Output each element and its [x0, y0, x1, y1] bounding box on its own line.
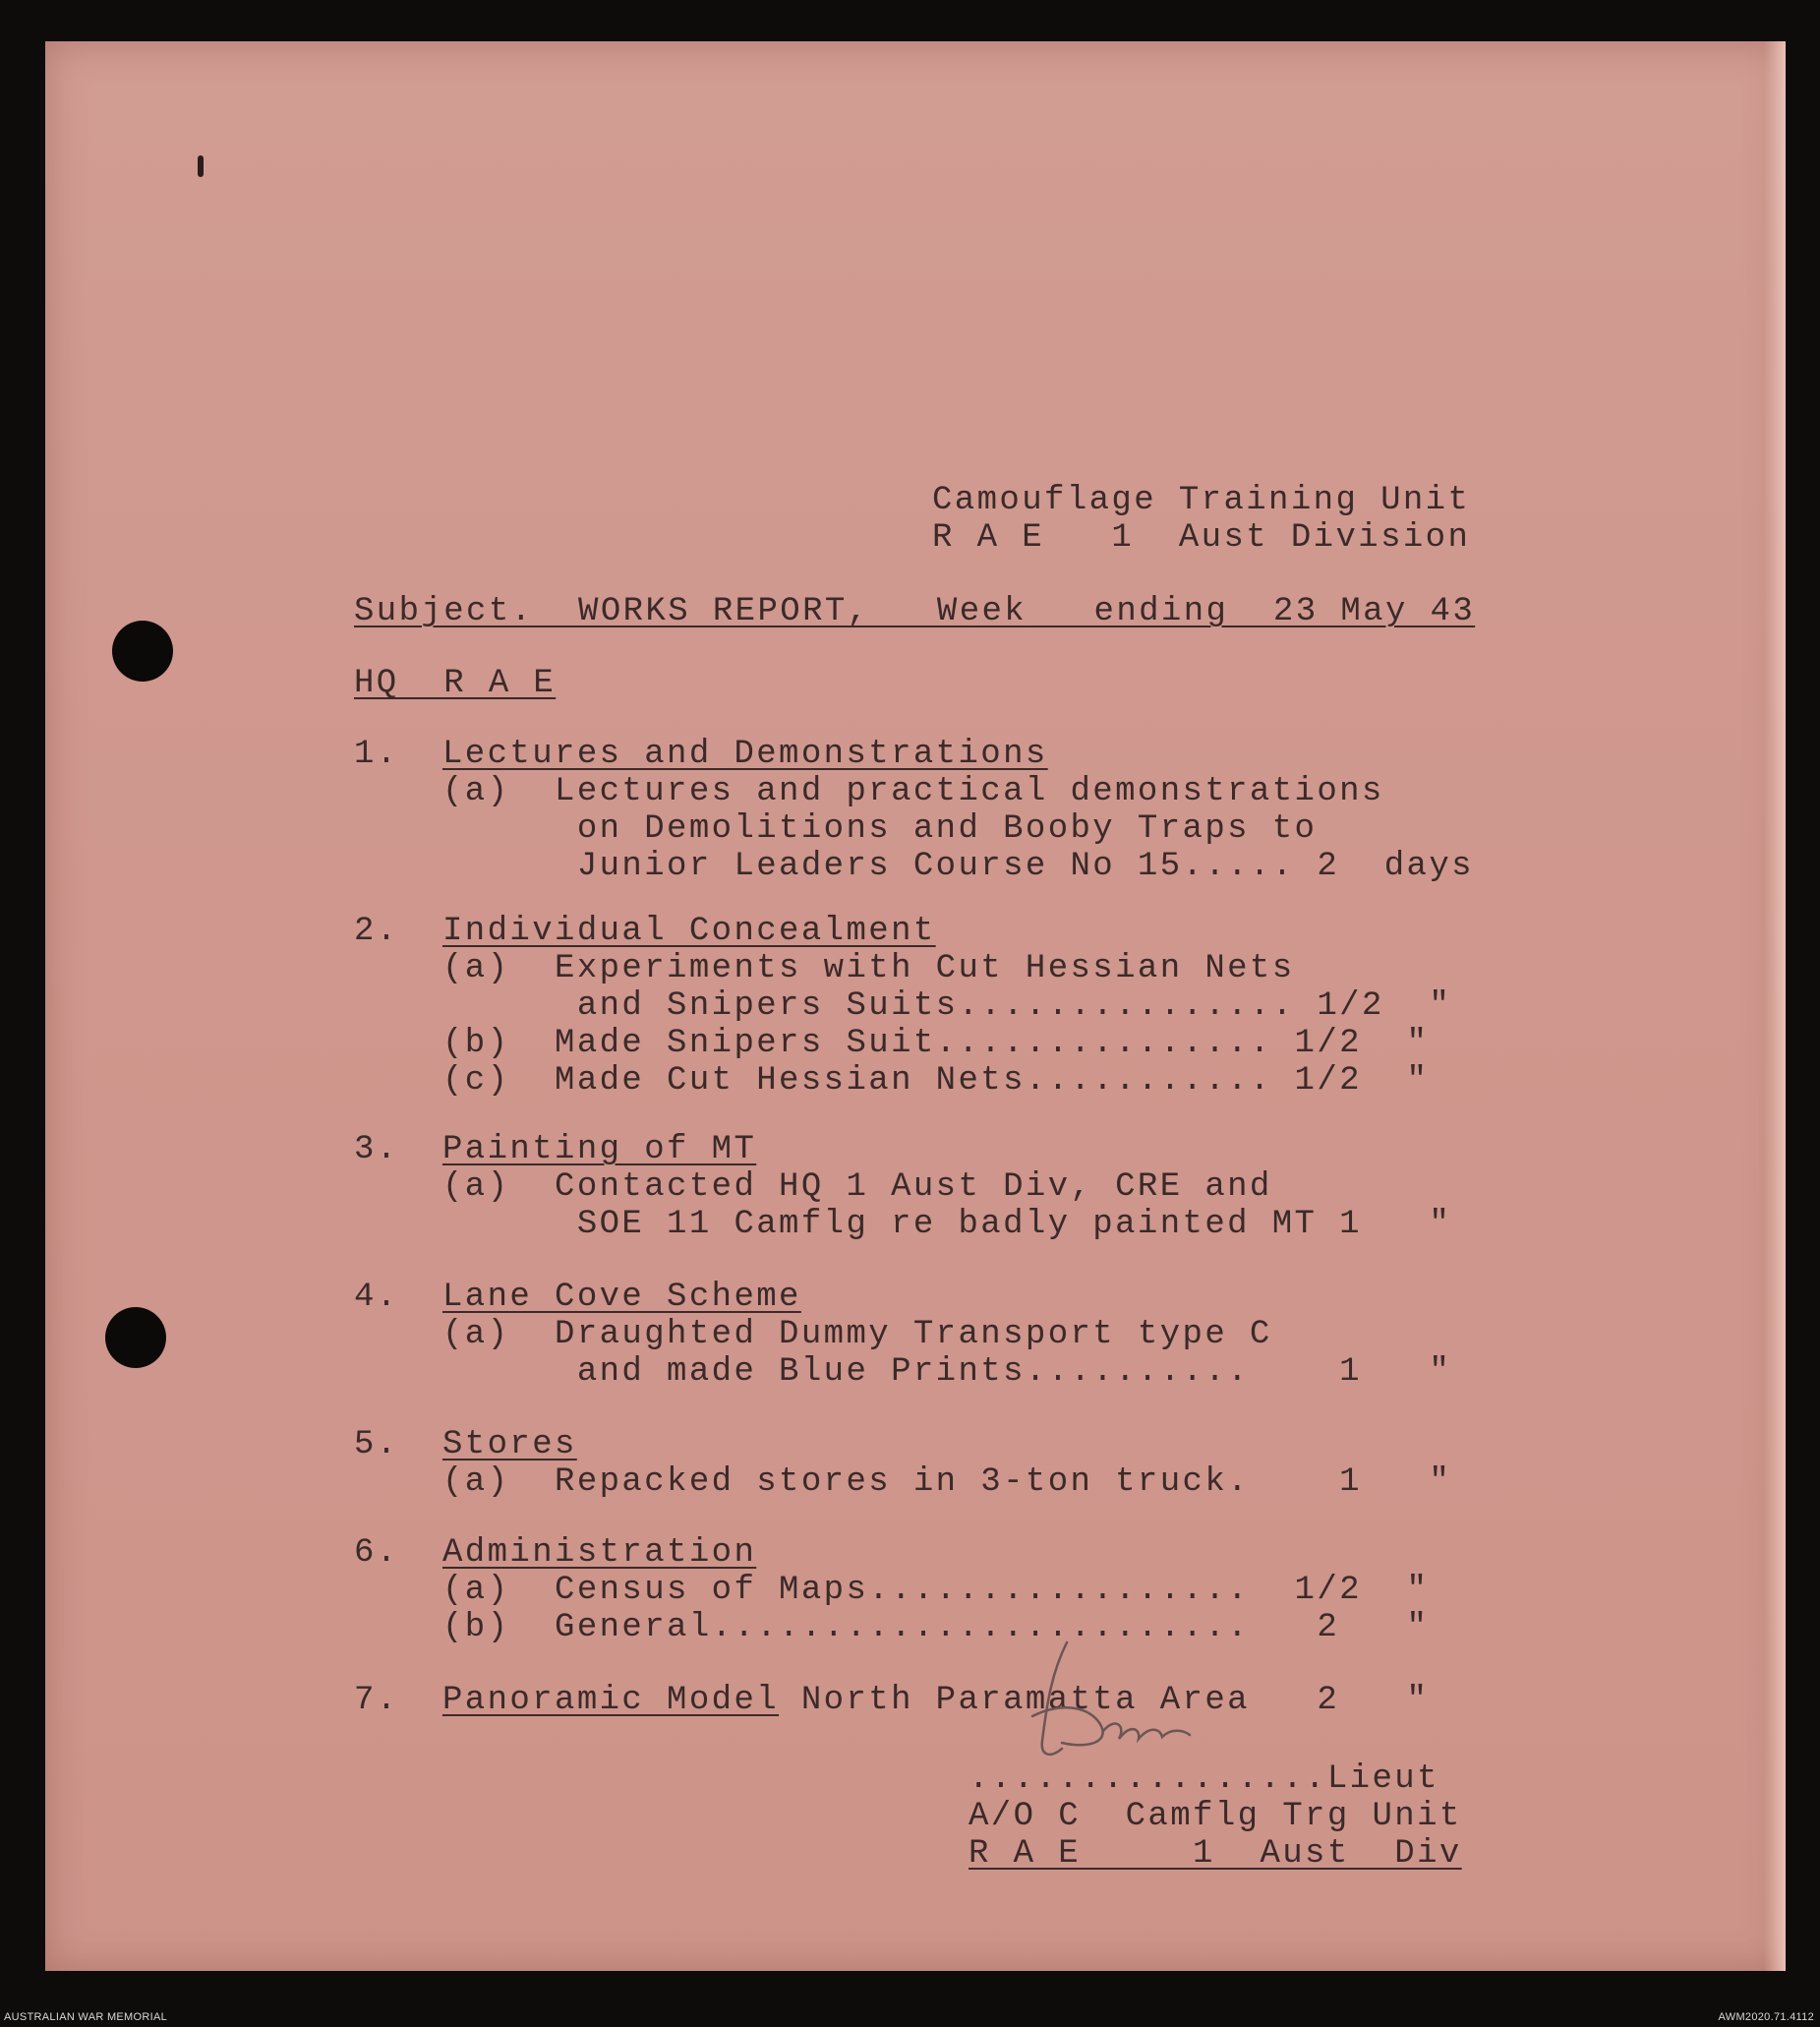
item-number: 2.	[354, 913, 399, 950]
paper-edge	[1764, 41, 1786, 1971]
item-line: (a) Draughted Dummy Transport type C	[442, 1316, 1272, 1353]
item-line: SOE 11 Camflg re badly painted MT 1 "	[442, 1206, 1452, 1243]
item-line: and made Blue Prints.......... 1 "	[442, 1353, 1452, 1391]
item-line: (a) Contacted HQ 1 Aust Div, CRE and	[442, 1168, 1272, 1206]
ink-mark	[198, 155, 204, 177]
item-number: 7.	[354, 1682, 399, 1719]
item-title: Administration	[442, 1534, 757, 1572]
section-heading: HQ R A E	[354, 665, 557, 702]
item-title: Lectures and Demonstrations	[442, 736, 1048, 773]
item-line: (a) Repacked stores in 3-ton truck. 1 "	[442, 1463, 1452, 1501]
item-line: and Snipers Suits............... 1/2 "	[442, 987, 1452, 1025]
punch-hole-top	[112, 621, 173, 682]
item-title: Individual Concealment	[442, 913, 936, 950]
unit-name: Camouflage Training Unit	[932, 482, 1471, 519]
item-number: 6.	[354, 1534, 399, 1572]
item-title: Panoramic Model	[442, 1682, 780, 1719]
signature-title-line: A/O C Camflg Trg Unit	[969, 1798, 1462, 1835]
item-title: Painting of MT	[442, 1131, 757, 1168]
item-line: (a) Census of Maps................. 1/2 "	[442, 1572, 1430, 1609]
item-7-line	[442, 1684, 1429, 1717]
item-number: 4.	[354, 1279, 399, 1316]
subject-line: Subject. WORKS REPORT, Week ending 23 May 43	[354, 593, 1476, 630]
handwritten-signature	[993, 1633, 1209, 1780]
signature-unit-line: R A E 1 Aust Div	[969, 1835, 1462, 1873]
item-title: Lane Cove Scheme	[442, 1279, 801, 1316]
unit-division: R A E 1 Aust Division	[932, 519, 1471, 557]
signature-rank-line: ................Lieut	[969, 1760, 1439, 1798]
item-line: (c) Made Cut Hessian Nets........... 1/2 "	[442, 1062, 1430, 1100]
item-line: Junior Leaders Course No 15..... 2 days	[442, 848, 1474, 885]
item-title-suffix: North Paramatta Area 2 "	[779, 1682, 1430, 1719]
item-number: 5.	[354, 1426, 399, 1463]
punch-hole-bottom	[105, 1307, 166, 1368]
footer-accession-number: AWM2020.71.4112	[1718, 2011, 1814, 2023]
item-number: 3.	[354, 1131, 399, 1168]
item-number: 1.	[354, 736, 399, 773]
footer-archive-name: AUSTRALIAN WAR MEMORIAL	[4, 2011, 168, 2023]
item-line: (a) Lectures and practical demonstrations	[442, 773, 1384, 810]
item-line: (a) Experiments with Cut Hessian Nets	[442, 950, 1295, 987]
item-line: (b) Made Snipers Suit............... 1/2 "	[442, 1025, 1430, 1062]
item-line: on Demolitions and Booby Traps to	[442, 810, 1318, 848]
item-line: (b) General........................ 2 "	[442, 1609, 1430, 1646]
item-title: Stores	[442, 1426, 577, 1463]
